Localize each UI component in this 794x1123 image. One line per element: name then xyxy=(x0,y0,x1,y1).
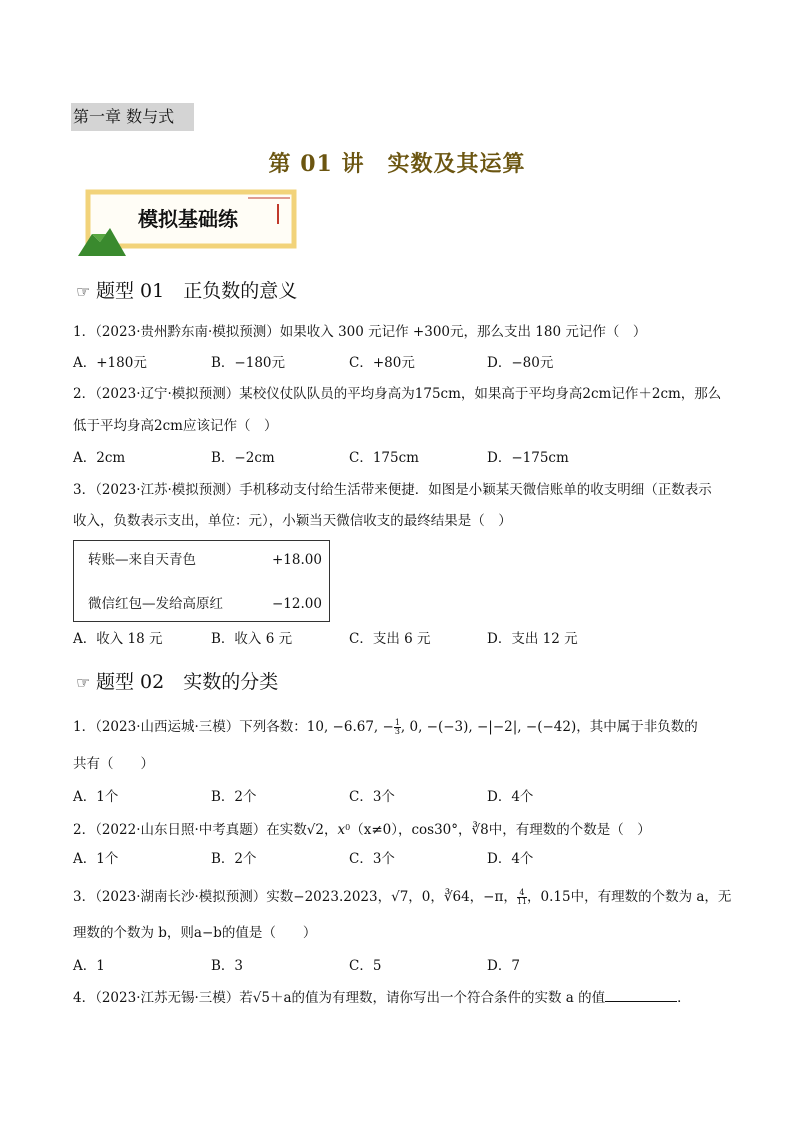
number-list-rest: , 0, −(−3), −|−2|, −(−42)，其中属于非负数的 xyxy=(400,719,698,735)
number-list: 10, −6.67, − xyxy=(306,719,394,735)
question-1-2-line2: 低于平均身高2cm应该记作（ ） xyxy=(73,418,278,434)
option-c: C．175cm xyxy=(349,450,419,466)
option-c: C．+80元 xyxy=(349,355,415,371)
option-a: A．1 xyxy=(73,958,105,974)
option-d: D．−80元 xyxy=(487,355,554,371)
option-b: B．−180元 xyxy=(211,355,285,371)
question-2-4: 4．（2023·江苏无锡·三模）若√5＋a的值为有理数，请你写出一个符合条件的实数 a 的值 ． xyxy=(73,987,691,1008)
question-prefix: 1．（2023·山西运城·三模）下列各数： xyxy=(73,719,307,735)
practice-badge xyxy=(78,188,300,256)
section-title-2: 题型 02 实数的分类 xyxy=(96,671,279,693)
option-c: C．支出 6 元 xyxy=(349,631,431,647)
pointing-hand-icon: ☞ xyxy=(76,282,91,301)
question-2-1-line2: 共有（ ） xyxy=(73,756,154,772)
option-b: B．2个 xyxy=(211,851,257,867)
option-b: B．−2cm xyxy=(211,450,275,466)
option-d: D．4个 xyxy=(487,789,534,805)
section-heading-1 xyxy=(76,279,297,304)
question-1-2-line1: 2．（2023·辽宁·模拟预测）某校仪仗队队员的平均身高为175cm，如果高于平均身高2cm记作＋2cm，那么 xyxy=(73,386,722,402)
bill-amount: +18.00 xyxy=(272,552,322,568)
question-2-2: 2．（2022·山东日照·中考真题）在实数√2，$x^0(x\ne 0)$，cos30°，∛8中，有理数的个数是（ ） xyxy=(73,822,651,838)
question-2-3-line1: 3．（2023·湖南长沙·模拟预测）实数−2023.2023，√7，0，∛64，−π， $\frac{4}{11}$ ，0.15中，有理数的个数为 a，无 xyxy=(73,888,732,906)
option-a: A．1个 xyxy=(73,789,119,805)
option-d: D．4个 xyxy=(487,851,534,867)
option-c: C．3个 xyxy=(349,851,395,867)
pointing-hand-icon: ☞ xyxy=(76,673,91,692)
fraction: $\frac{4}{11}$ xyxy=(516,888,528,906)
chapter-label: 第一章 数与式 xyxy=(71,103,194,131)
option-a: A．2cm xyxy=(73,450,126,466)
section-heading-2 xyxy=(76,670,278,695)
fraction: $\frac{1}{3}$ xyxy=(394,718,400,736)
badge-label: 模拟基础练 xyxy=(138,207,238,231)
question-1-1: 1．（2023·贵州黔东南·模拟预测）如果收入 300 元记作 +300元，那么支出 180 元记作（ ） xyxy=(73,324,647,340)
option-d: D．−175cm xyxy=(487,450,569,466)
option-a: A．1个 xyxy=(73,851,119,867)
bill-amount: −12.00 xyxy=(272,596,322,612)
bill-item: 微信红包—发给高原红 xyxy=(88,596,223,612)
wechat-bill-table xyxy=(73,540,330,622)
question-1-3-line2: 收入，负数表示支出，单位：元），小颖当天微信收支的最终结果是（ ） xyxy=(73,513,512,529)
option-d: D．支出 12 元 xyxy=(487,631,578,647)
lecture-title: 第 01 讲 实数及其运算 xyxy=(268,151,526,177)
question-2-3-line2: 理数的个数为 b，则a−b的值是（ ） xyxy=(73,925,317,941)
option-a: A．收入 18 元 xyxy=(73,631,163,647)
question-2-1-line1 xyxy=(73,717,698,737)
option-b: B．3 xyxy=(211,958,244,974)
option-c: C．3个 xyxy=(349,789,395,805)
bill-item: 转账—来自天青色 xyxy=(88,552,196,568)
answer-blank[interactable] xyxy=(605,987,677,1002)
option-c: C．5 xyxy=(349,958,382,974)
option-b: B．2个 xyxy=(211,789,257,805)
option-b: B．收入 6 元 xyxy=(211,631,293,647)
question-1-3-line1: 3．（2023·江苏·模拟预测）手机移动支付给生活带来便捷．如图是小颖某天微信账单的收支明细（正数表示 xyxy=(73,482,712,498)
option-d: D．7 xyxy=(487,958,520,974)
section-title-1: 题型 01 正负数的意义 xyxy=(96,280,298,302)
option-a: A．+180元 xyxy=(73,355,147,371)
